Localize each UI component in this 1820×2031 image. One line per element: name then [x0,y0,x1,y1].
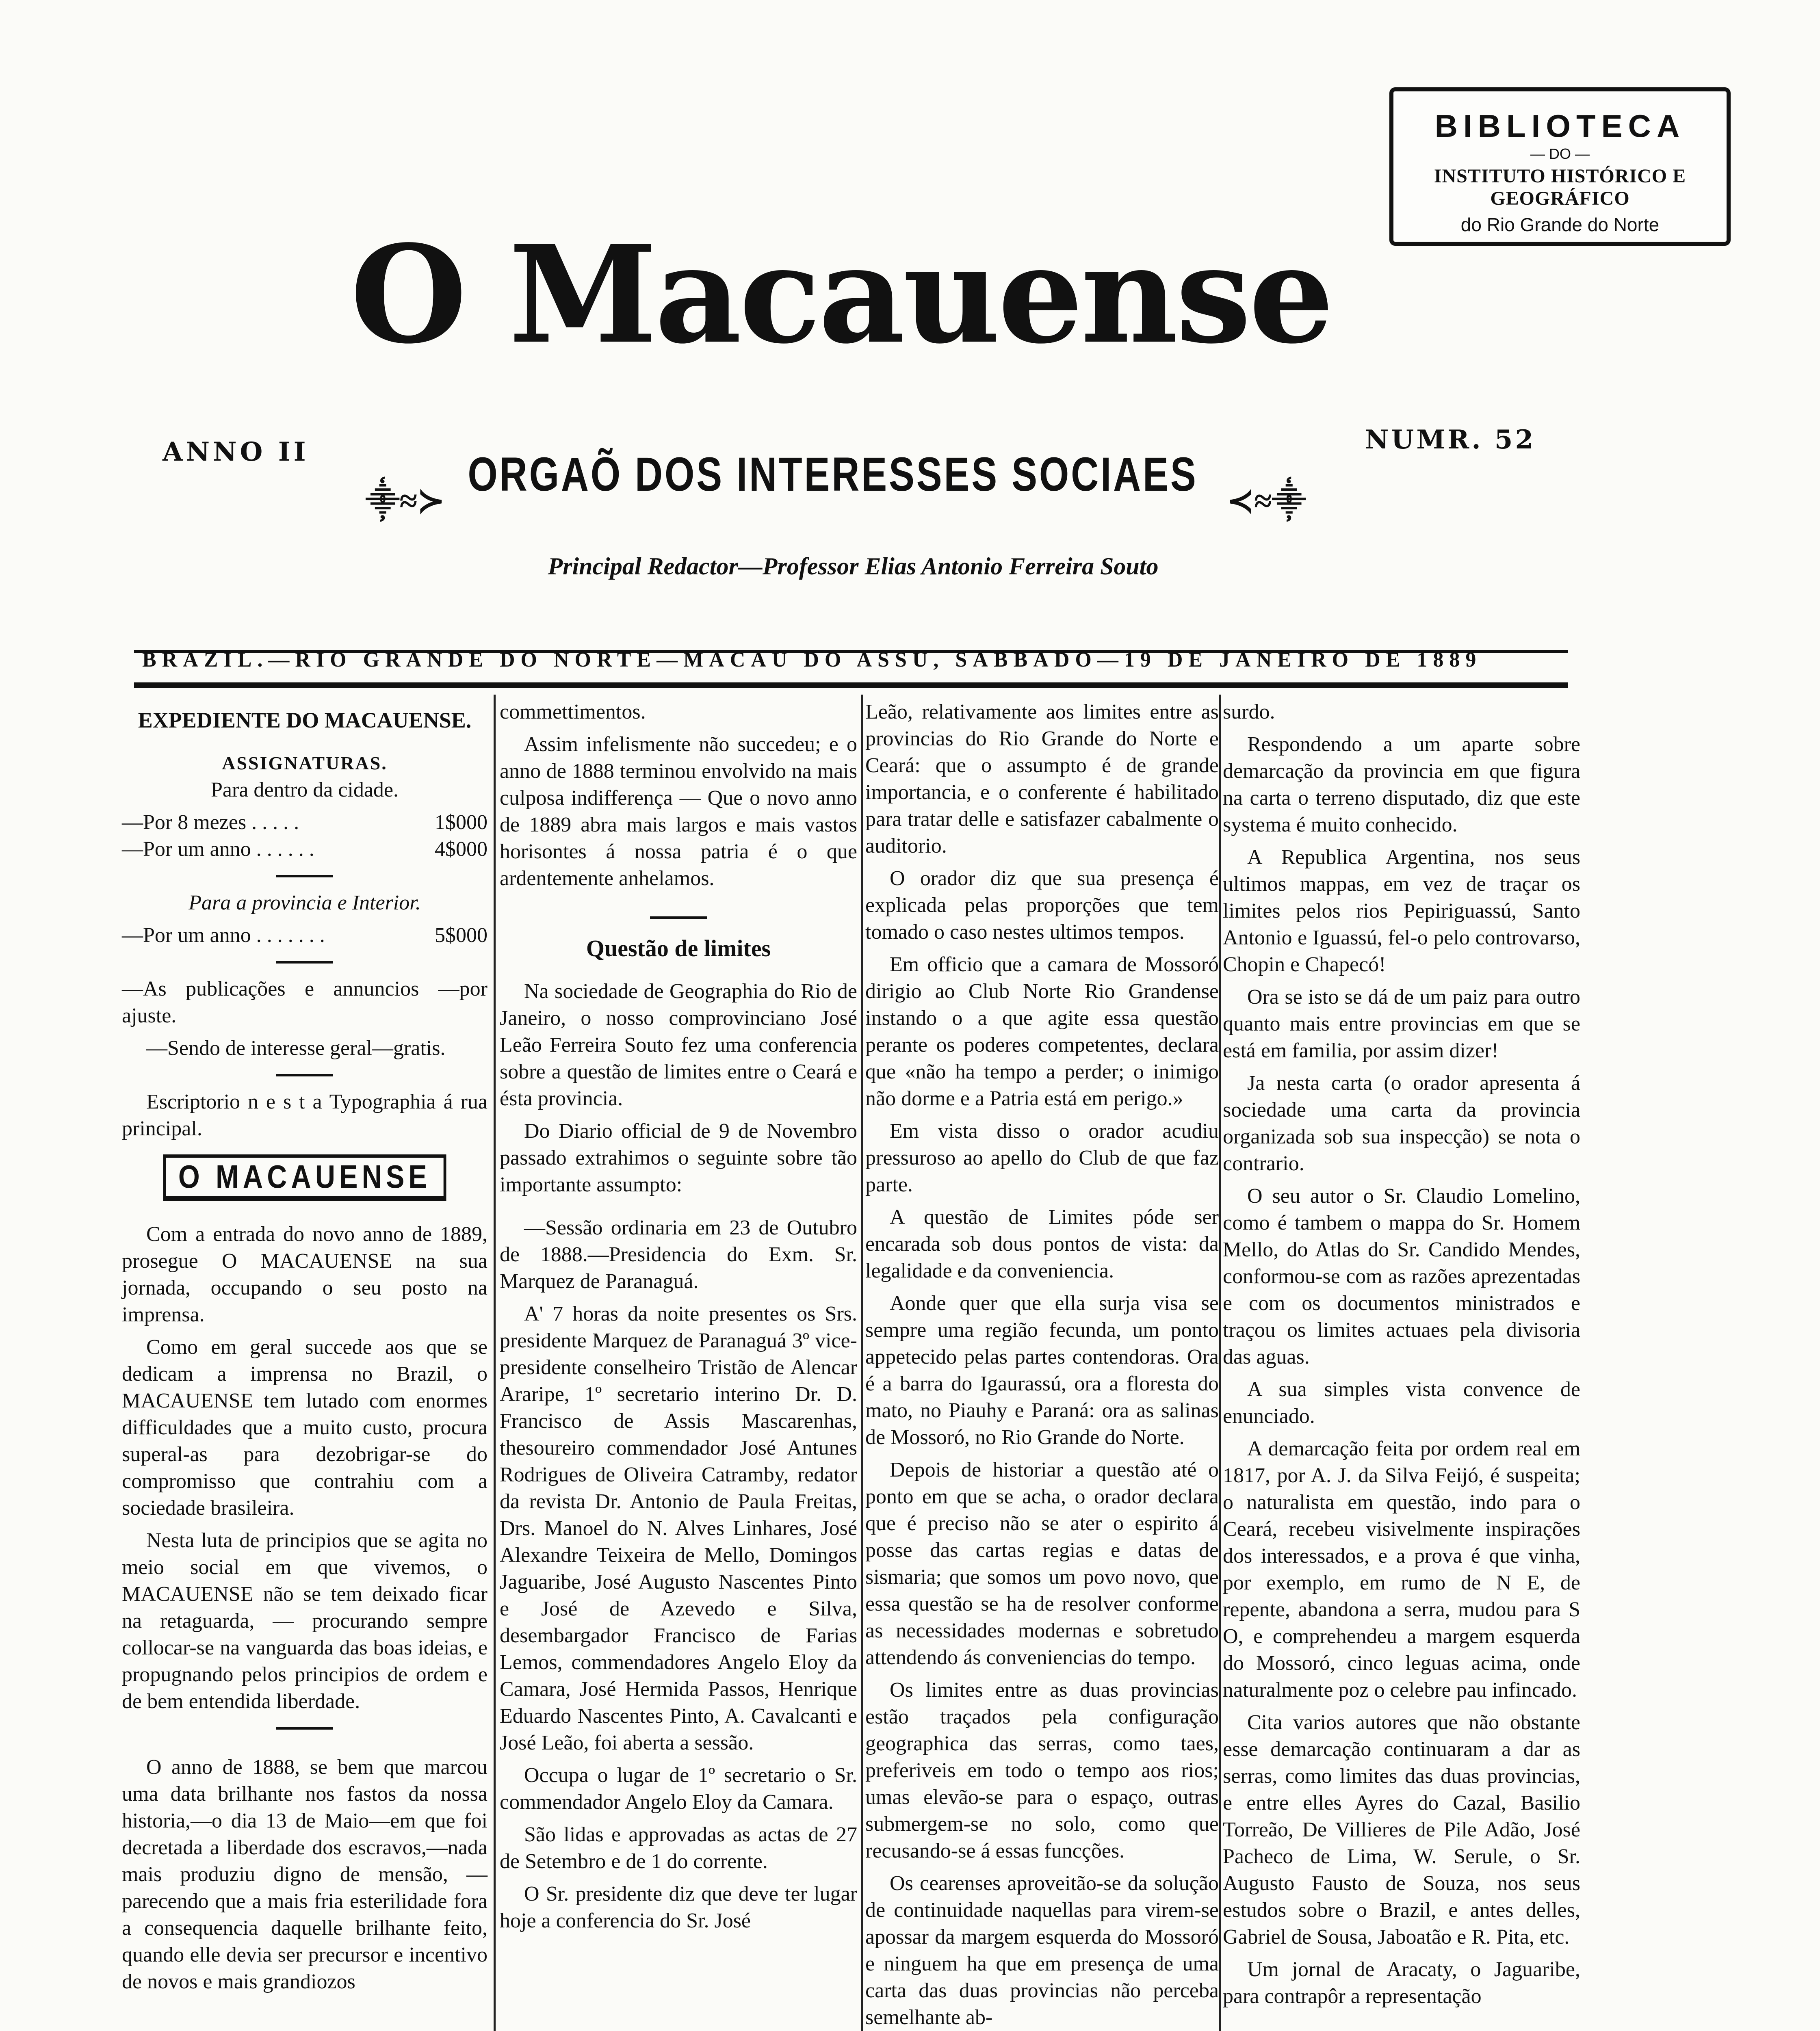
price-label: —Por um anno . . . . . . [122,838,314,861]
price-label: —Por 8 mezes . . . . . [122,811,299,834]
article-paragraph: Em officio que a camara de Mossoró dirigio ao Club Norte Rio Grandense instando o a que agite essa questão perante os poderes competentes, declara que «não ha tempo a perder; o inimigo não dorme e a Patria está em perigo.» [865,953,1219,1110]
article-paragraph: Leão, relativamente aos limites entre as provincias do Rio Grande do Norte e Ceará: que o assumpto é de grande importancia, e o conferente é habilitado para tratar delle e satisfazer cabalmente o auditorio. [865,700,1219,857]
article-paragraph: surdo. [1223,700,1275,723]
ornament-right-icon: ≺≈⸎ [1227,483,1306,519]
numero-label: NUMR. 52 [1365,424,1536,455]
article-paragraph: Os cearenses aproveitão-se da solução de continuidade naquellas para virem-se apossar da margem esquerda do Mossoró e ninguem ha que em presença de uma carta das duas provincias não perceba semelhante ab- [865,1872,1219,2029]
redactor-line: Principal Redactor—Professor Elias Antonio Ferreira Souto [548,553,1159,580]
article-paragraph: Em vista disso o orador acudiu pressuroso ao apello do Club de que faz parte. [865,1119,1219,1196]
newspaper-subtitle: ORGAÕ DOS INTERESSES SOCIAES [468,448,1198,501]
column-3 [865,699,1219,2031]
newspaper-title: O Macauense [350,216,1332,373]
divider [276,1727,333,1730]
interesse-text: —Sendo de interesse geral—gratis. [146,1037,446,1060]
stamp-line-3: INSTITUTO HISTÓRICO E GEOGRÁFICO [1434,165,1686,209]
divider [650,916,707,919]
article-paragraph: Na sociedade de Geographia do Rio de Janeiro, o nosso comprovinciano José Leão Ferreira Souto fez uma conferencia sobre a questão de limites entre o Ceará e ésta provincia. [500,980,857,1110]
article-paragraph: Assim infelismente não succedeu; e o anno de 1888 terminou envolvido na mais culposa indifferença — Que o novo anno de 1889 abra mais largos e mais vastos horisontes á nossa patria é o que ardentemente anhelamos. [500,733,857,890]
article-heading: Questão de limites [586,935,771,961]
article-paragraph: A demarcação feita por ordem real em 1817, por A. J. da Silva Feijó, é suspeita; o naturalista em questão, indo para o Ceará, recebeu visivelmente inspirações dos interessados, e a prova é que vinha, por exemplo, em rumo de N E, de repente, abandona a serra, mudou para S O, e comprehendeu a margem esquerda do Mossoró, cinco leguas acima, onde naturalmente poz o celebre pau infincado. [1223,1437,1580,1702]
article-paragraph: A' 7 horas da noite presentes os Srs. presidente Marquez de Paranaguá 3º vice-presidente conselheiro Tristão de Alencar Araripe, 1º secretario interino Dr. D. Francisco de Assis Mascarenhas, thesoureiro commendador José Antunes Rodrigues de Oliveira Catramby, redator da revista Dr. Antonio de Paula Freitas, Drs. Manoel do N. Alves Linhares, José Alexandre Teixeira de Mello, Domingos Jaguaribe, José Augusto Nascentes Pinto e José de Azevedo e Silva, desembargador Francisco de Farias Lemos, commendadores Angelo Eloy da Camara, José Hermida Passos, Henrique Eduardo Nascentes Pinto, A. Cavalcanti e José Leão, foi aberta a sessão. [500,1302,857,1754]
price-label: —Por um anno . . . . . . . [122,924,325,947]
article-paragraph: Nesta luta de principios que se agita no meio social em que vivemos, o MACAUENSE não se tem deixado ficar na retaguarda, — procurando sempre collocar-se na vanguarda das boas ideias, e propugnando pelos principios de ordem e de bem entendida liberdade. [122,1529,488,1713]
library-stamp [1389,87,1731,246]
article-paragraph: Como em geral succede aos que se dedicam a imprensa no Brazil, o MACAUENSE tem lutado com enormes difficuldades que a muito custo, procura superal-as para dezobrigar-se do compromisso que contrahiu com a sociedade brasileira. [122,1336,488,1520]
article-paragraph: Com a entrada do novo anno de 1889, prosegue O MACAUENSE na sua jornada, occupando o seu posto na imprensa. [122,1223,488,1326]
article-paragraph: A Republica Argentina, nos seus ultimos mappas, em vez de traçar os limites pelos rios Pepiriguassú, Santo Antonio e Iguassú, fel-o pelo controvarso, Chopin e Chapecó! [1223,846,1580,976]
stamp-line-4: do Rio Grande do Norte [1460,214,1660,235]
price-value: 1$000 [435,811,488,834]
price-value: 4$000 [435,838,488,861]
publicacoes-text: —As publicações e annuncios —por ajuste. [122,977,488,1027]
column-1 [122,699,488,2001]
article-paragraph: Respondendo a um aparte sobre demarcação da provincia em que figura na carta o terreno disputado, diz que este systema é muito conhecido. [1223,733,1580,836]
article-paragraph: A sua simples vista convence de enunciado. [1223,1378,1580,1428]
article-paragraph: O anno de 1888, se bem que marcou uma data brilhante nos fastos da nossa historia,—o dia 13 de Maio—em que foi decretada a liberdade dos escravos,—nada mais produziu digno de mensão, — parecendo que a mais fria esterilidade fora a consequencia daquelle brilhante feito, quando elle devia ser precursor e incentivo de novos e mais grandiozos [122,1756,488,1993]
column-rule [861,695,863,2031]
price-row [122,809,488,836]
escriptorio-text: Escriptorio n e s t a Typographia á rua principal. [122,1090,488,1140]
ornament-left-icon: ⸎≈≻ [366,483,445,519]
column-rule [494,695,496,2031]
article-paragraph: São lidas e approvadas as actas de 27 de Setembro e de 1 do corrente. [500,1823,857,1873]
article-paragraph: O seu autor o Sr. Claudio Lomelino, como é tambem o mappa do Sr. Homem Mello, do Atlas do Sr. Candido Mendes, conformou-se com as razões aprezentadas e com os documentos ministrados e traçou os limites actuaes pela divisoria das aguas. [1223,1184,1580,1368]
section-boxhead: O MACAUENSE [163,1154,446,1201]
price-row [122,836,488,863]
article-paragraph: Os limites entre as duas provincias estão traçados pela configuração geographica das serras, como taes, preferiveis em todo o tempo aos rios; umas elevão-se para o espaço, outras submergem-se no solo, como que recusando-se á essas funcções. [865,1678,1219,1862]
column-4 [1223,699,1580,2016]
article-paragraph: Ja nesta carta (o orador apresenta á sociedade uma carta da provincia organizada sob sua inspecção) se nota o contrario. [1223,1072,1580,1175]
price-row [122,922,488,949]
article-paragraph: A questão de Limites póde ser encarada sob dous pontos de vista: da legalidade e da conveniencia. [865,1206,1219,1282]
divider [276,961,333,964]
divider [276,1074,333,1076]
article-paragraph: Depois de historiar a questão até o ponto em que se acha, o orador declara que é preciso não se ater o espirito á posse das cartas regias e datas de sismaria; que somos um povo novo, que essa questão se ha de resolver conforme as necessidades modernas e sobretudo attendendo ás conveniencias do tempo. [865,1458,1219,1669]
stamp-line-1: BIBLIOTECA [1434,108,1686,144]
column-2 [500,699,857,1940]
article-paragraph: O Sr. presidente diz que deve ter lugar hoje a conferencia do Sr. José [500,1882,857,1932]
dentro-label: Para dentro da cidade. [210,778,399,801]
bottom-rule [134,682,1568,688]
column-rule [1219,695,1221,2031]
dateline: BRAZIL.—RIO GRANDE DO NORTE—MACAU DO ASSU, SABBADO—19 DE JANEIRO DE 1889 [142,648,1482,671]
assignaturas-heading: ASSIGNATURAS. [222,753,388,773]
article-paragraph: Aonde quer que ella surja visa se sempre uma região fecunda, um ponto appetecido pelas partes contendoras. Ora é a barra do Igaurassú, ora a floresta do mato, no Piauhy e Paraná: ora as salinas de Mossoró, no Rio Grande do Norte. [865,1292,1219,1449]
article-paragraph: Um jornal de Aracaty, o Jaguaribe, para contrapôr a representação [1223,1958,1580,2008]
article-paragraph: O orador diz que sua presença é explicada pelas proporções que tem tomado o caso nestes ultimos tempos. [865,867,1219,944]
article-paragraph: commettimentos. [500,700,646,723]
expediente-heading: EXPEDIENTE DO MACAUENSE. [138,708,472,732]
stamp-line-2: — DO — [1530,145,1590,162]
article-paragraph: Ora se isto se dá de um paiz para outro quanto mais entre provincias em que se está em familia, por assim dizer! [1223,985,1580,1062]
article-paragraph: Cita varios autores que não obstante esse demarcação continuaram a dar as serras, como limites das duas provincias, e entre elles Ayres do Cazal, Basilio Torreão, De Villieres de Pile Adão, José Pacheco de Lima, W. Serule, o Sr. Augusto Fausto de Souza, nos seus estudos sobre o Brazil, e antes delles, Gabriel de Sousa, Jaboatão e R. Pita, etc. [1223,1711,1580,1949]
interior-label: Para a provincia e Interior. [188,891,421,914]
anno-label: ANNO II [162,437,309,467]
article-paragraph: Do Diario official de 9 de Novembro passado extrahimos o seguinte sobre tão importante assumpto: [500,1119,857,1196]
divider [276,875,333,877]
article-paragraph: —Sessão ordinaria em 23 de Outubro de 1888.—Presidencia do Exm. Sr. Marquez de Paranaguá. [500,1216,857,1293]
article-paragraph: Occupa o lugar de 1º secretario o Sr. commendador Angelo Eloy da Camara. [500,1764,857,1814]
price-value: 5$000 [435,924,488,947]
